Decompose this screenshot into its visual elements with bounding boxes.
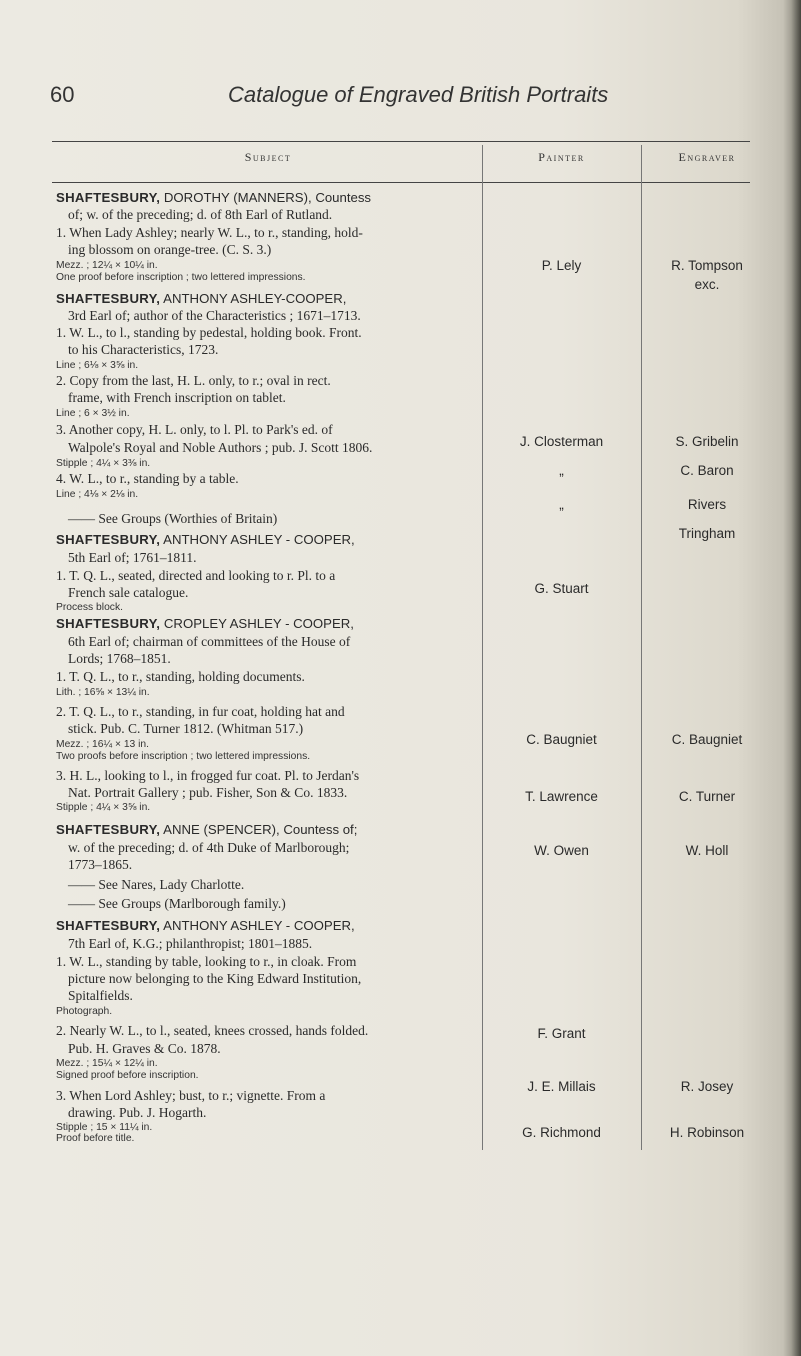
entry-line: w. of the preceding; d. of 4th Duke of Marlborough;: [68, 840, 350, 855]
entry-detail: Line ; 6⅛ × 3⅝ in.: [56, 360, 139, 371]
entry-line: Lords; 1768–1851.: [68, 651, 171, 666]
entry-line: 1. W. L., standing by table, looking to r., in cloak. From: [56, 954, 357, 969]
entry-line: Pub. H. Graves & Co. 1878.: [68, 1041, 221, 1056]
entry-line: 3. When Lord Ashley; bust, to r.; vignette. From a: [56, 1088, 326, 1103]
entry-detail: Signed proof before inscription.: [56, 1070, 199, 1081]
column-header-painter: Painter: [538, 150, 585, 164]
engraver-name: C. Baugniet: [671, 732, 743, 747]
painter-name: P. Lely: [541, 258, 582, 273]
entry-line: to his Characteristics, 1723.: [68, 342, 219, 357]
top-rule: [52, 141, 750, 142]
column-header-engraver: Engraver: [678, 150, 736, 164]
entry-line: Walpole's Royal and Noble Authors ; pub. J. Scott 1806.: [68, 440, 373, 455]
entry-heading: [56, 532, 355, 547]
entry-heading-text: ANTHONY ASHLEY - COOPER,: [160, 532, 355, 547]
painter-name: J. E. Millais: [527, 1079, 596, 1094]
entry-line: 3rd Earl of; author of the Characteristics ; 1671–1713.: [68, 308, 361, 323]
engraver-name: W. Holl: [685, 843, 729, 858]
entry-line: 1. When Lady Ashley; nearly W. L., to r., standing, hold-: [56, 225, 363, 240]
entry-line: stick. Pub. C. Turner 1812. (Whitman 517.): [68, 721, 304, 736]
entry-line: frame, with French inscription on tablet.: [68, 390, 286, 405]
entry-surname: SHAFTESBURY,: [56, 190, 161, 205]
entry-line: 5th Earl of; 1761–1811.: [68, 550, 197, 565]
entry-line: 1773–1865.: [68, 857, 133, 872]
entry-heading-text: CROPLEY ASHLEY - COOPER,: [160, 616, 354, 631]
page-header: [0, 82, 801, 122]
painter-name: F. Grant: [537, 1026, 586, 1041]
entry-detail: Stipple ; 4¼ × 3⅜ in.: [56, 458, 151, 469]
entry-detail: Stipple ; 15 × 11¼ in.: [56, 1122, 153, 1133]
engraver-name: C. Turner: [678, 789, 736, 804]
entry-line: —— See Groups (Worthies of Britain): [68, 511, 278, 526]
painter-name: G. Stuart: [534, 581, 589, 596]
painter-name: G. Richmond: [522, 1125, 601, 1140]
entry-line: 2. T. Q. L., to r., standing, in fur coat, holding hat and: [56, 704, 345, 719]
engraver-name: R. Tompson: [671, 258, 743, 273]
engraver-name: S. Gribelin: [675, 434, 739, 449]
entry-detail: Mezz. ; 12¼ × 10¼ in.: [56, 260, 158, 271]
entry-line: ing blossom on orange-tree. (C. S. 3.): [68, 242, 272, 257]
engraver-name: H. Robinson: [669, 1125, 745, 1140]
entry-surname: SHAFTESBURY,: [56, 822, 161, 837]
entry-line: picture now belonging to the King Edward Institution,: [68, 971, 362, 986]
engraver-name: C. Baron: [680, 463, 734, 478]
entry-detail: Process block.: [56, 602, 123, 613]
entry-heading: [56, 190, 371, 205]
engraver-name: exc.: [694, 277, 720, 292]
entry-line: 7th Earl of, K.G.; philanthropist; 1801–1885.: [68, 936, 313, 951]
running-title: Catalogue of Engraved British Portraits: [228, 82, 609, 107]
entry-detail: Mezz. ; 16¼ × 13 in.: [56, 739, 150, 750]
painter-name: W. Owen: [534, 843, 589, 858]
entry-detail: Stipple ; 4¼ × 3⅝ in.: [56, 802, 151, 813]
painter-name: J. Closterman: [519, 434, 604, 449]
entry-line: 3. H. L., looking to l., in frogged fur coat. Pl. to Jerdan's: [56, 768, 360, 783]
entry-heading: [56, 918, 355, 933]
entry-line: 4. W. L., to r., standing by a table.: [56, 471, 239, 486]
engraver-name: Tringham: [678, 526, 736, 541]
column-header-subject: Subject: [244, 150, 292, 164]
entry-line: Nat. Portrait Gallery ; pub. Fisher, Son & Co. 1833.: [68, 785, 348, 800]
entry-line: Spitalfields.: [68, 988, 133, 1003]
entry-line: of; w. of the preceding; d. of 8th Earl of Rutland.: [68, 207, 333, 222]
engraver-name: R. Josey: [680, 1079, 734, 1094]
entry-surname: SHAFTESBURY,: [56, 532, 161, 547]
painter-name: „: [559, 497, 564, 512]
painter-name: C. Baugniet: [526, 732, 597, 747]
entry-heading: [56, 822, 357, 837]
entry-detail: One proof before inscription ; two lettered impressions.: [56, 272, 306, 283]
entry-heading-text: DOROTHY (MANNERS), Countess: [160, 190, 372, 205]
entry-detail: Mezz. ; 15¼ × 12¼ in.: [56, 1058, 158, 1069]
entry-line: French sale catalogue.: [68, 585, 189, 600]
entry-heading-text: ANTHONY ASHLEY - COOPER,: [160, 918, 355, 933]
entry-surname: SHAFTESBURY,: [56, 616, 161, 631]
entry-detail: Two proofs before inscription ; two lettered impressions.: [56, 751, 311, 762]
entry-detail: Line ; 4⅛ × 2⅛ in.: [56, 489, 139, 500]
entry-heading: [56, 616, 354, 631]
column-divider-subject: [482, 145, 483, 1150]
entry-detail: Proof before title.: [56, 1133, 135, 1144]
page-number: 60: [50, 82, 75, 107]
entry-line: 2. Nearly W. L., to l., seated, knees crossed, hands folded.: [56, 1023, 369, 1038]
entry-heading: [56, 291, 346, 306]
entry-line: drawing. Pub. J. Hogarth.: [68, 1105, 207, 1120]
entry-line: —— See Nares, Lady Charlotte.: [68, 877, 245, 892]
entry-line: 6th Earl of; chairman of committees of the House of: [68, 634, 351, 649]
entry-detail: Photograph.: [56, 1006, 113, 1017]
page-edge-shadow: [783, 0, 801, 1356]
entry-heading-text: ANNE (SPENCER), Countess of;: [160, 822, 358, 837]
painter-name: „: [559, 463, 564, 478]
entry-line: 1. T. Q. L., to r., standing, holding documents.: [56, 669, 305, 684]
entry-line: —— See Groups (Marlborough family.): [68, 896, 286, 911]
entry-detail: Line ; 6 × 3½ in.: [56, 408, 130, 419]
header-rule: [52, 182, 750, 183]
entry-line: 3. Another copy, H. L. only, to l. Pl. to Park's ed. of: [56, 422, 333, 437]
engraver-name: Rivers: [687, 497, 727, 512]
entry-line: 1. W. L., to l., standing by pedestal, holding book. Front.: [56, 325, 362, 340]
painter-name: T. Lawrence: [525, 789, 598, 804]
entry-line: 1. T. Q. L., seated, directed and looking to r. Pl. to a: [56, 568, 336, 583]
entry-detail: Lith. ; 16⅝ × 13¼ in.: [56, 687, 150, 698]
column-divider-painter: [641, 145, 642, 1150]
entry-line: 2. Copy from the last, H. L. only, to r.; oval in rect.: [56, 373, 331, 388]
entry-heading-text: ANTHONY ASHLEY-COOPER,: [160, 291, 347, 306]
entry-surname: SHAFTESBURY,: [56, 291, 161, 306]
entry-surname: SHAFTESBURY,: [56, 918, 161, 933]
